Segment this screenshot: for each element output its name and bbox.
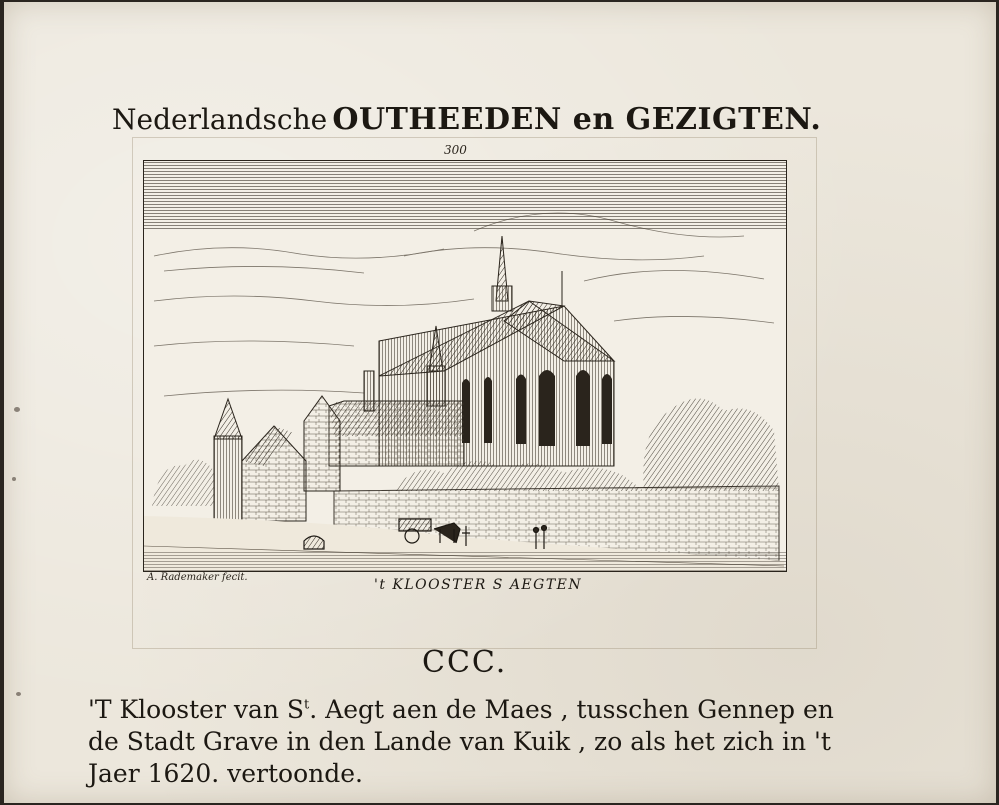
foxing-spot bbox=[14, 407, 20, 412]
description-line-1: 'T Klooster van $S^t$. Aegt aen de Maes , tusschen Gennep en bbox=[88, 695, 834, 724]
section-numeral: CCC. bbox=[422, 645, 508, 680]
description-line-3: Jaer 1620. vertoonde. bbox=[88, 759, 363, 788]
artist-credit: A. Rademaker fecit. bbox=[147, 572, 248, 583]
page-title bbox=[112, 102, 822, 144]
foxing-spot bbox=[12, 477, 16, 481]
title-main: OUTHEEDEN en GEZIGTEN. bbox=[332, 102, 822, 137]
description-line-2: de Stadt Grave in den Lande van Kuik , zo als het zich in 't bbox=[88, 727, 831, 756]
title-prefix: Nederlandsche bbox=[112, 103, 328, 136]
plate-number: 300 bbox=[444, 143, 467, 157]
engraving-illustration bbox=[143, 160, 787, 572]
plate-caption: 't KLOOSTER S AEGTEN bbox=[374, 577, 583, 593]
foxing-spot bbox=[16, 692, 21, 696]
paper-sheet bbox=[4, 2, 996, 803]
description-text bbox=[88, 694, 848, 790]
